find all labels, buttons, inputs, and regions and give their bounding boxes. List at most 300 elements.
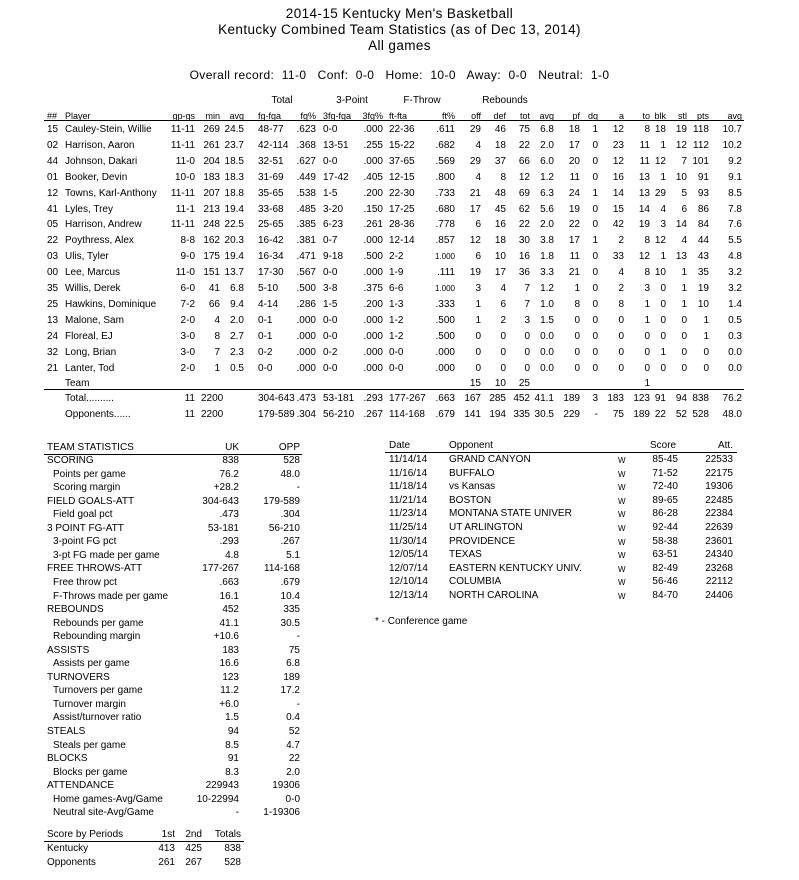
player-fg-pct: .000 [296, 330, 316, 342]
totals-divider [44, 389, 744, 390]
player-stl: 0 [681, 330, 687, 342]
col-header-dq: dq [587, 111, 598, 121]
player-pts: 44 [697, 235, 709, 247]
player-3fg-pct: .000 [363, 124, 383, 135]
total-row-pts: 838 [692, 393, 709, 404]
player-pts-avg: 8.5 [728, 187, 742, 199]
player-3fg-fga: 0-0 [323, 267, 338, 279]
player-fg-fga: 0-0 [258, 362, 273, 374]
player-3fg-pct: .375 [363, 283, 383, 294]
player-to: 11 [639, 139, 650, 151]
col-header-ft-fta: ft-fta [389, 111, 408, 121]
team-stat-uk: 16.1 [219, 590, 239, 602]
report-title: 2014-15 Kentucky Men's Basketball [285, 6, 514, 21]
player-ft-fta: 2-2 [389, 251, 404, 263]
col-header-3fg-fga: 3fg-fga [323, 111, 352, 121]
player-fg-pct: .000 [296, 362, 316, 374]
player-pts-avg: 7.8 [728, 203, 742, 215]
player-3fg-pct: .255 [363, 139, 383, 151]
team-stat-uk: 94 [227, 726, 239, 737]
player-num: 02 [47, 139, 59, 151]
schedule-result: W [618, 483, 626, 493]
player-blk: 1 [660, 171, 666, 183]
player-fg-fga: 32-51 [258, 155, 284, 167]
group-header-total: Total [271, 95, 293, 106]
schedule-date: 11/25/14 [389, 522, 428, 533]
periods-header: 1st [161, 829, 175, 840]
player-ft-pct: .569 [435, 155, 455, 167]
player-3fg-pct: .200 [363, 298, 383, 310]
player-player: Lyles, Trey [65, 203, 113, 215]
player-pts-avg: 5.5 [728, 235, 742, 247]
player-reb-avg: 1.0 [540, 298, 554, 310]
player-pts: 93 [697, 187, 709, 199]
schedule-score: 92-44 [652, 522, 678, 533]
player-gp-gs: 11-0 [175, 267, 195, 279]
player-3fg-pct: .261 [363, 219, 383, 231]
schedule-opponent: vs Kansas [449, 481, 496, 493]
player-dq: 0 [592, 219, 598, 231]
player-pf: 24 [568, 187, 580, 199]
player-3fg-pct: .000 [363, 155, 383, 167]
player-3fg-fga: 17-42 [323, 171, 349, 183]
player-pts: 86 [697, 203, 709, 215]
player-def: 2 [500, 314, 506, 326]
col-header-to: to [642, 111, 650, 121]
player-a: 2 [618, 283, 624, 294]
total-row-gp-gs: 11 [184, 393, 195, 404]
player-ft-pct: .733 [435, 187, 455, 199]
player-stl: 13 [675, 251, 687, 263]
total-row-tot: 452 [513, 393, 530, 404]
team-stat-opp: 56-210 [268, 522, 300, 534]
periods-header: Score by Periods [47, 829, 124, 840]
schedule-attendance: 22639 [705, 522, 733, 533]
schedule-opponent: MONTANA STATE UNIVER [449, 508, 572, 520]
player-num: 05 [47, 219, 59, 231]
player-avg: 2.0 [230, 314, 244, 326]
schedule-opponent: BUFFALO [449, 467, 495, 479]
team-stat-uk: 1.5 [225, 712, 239, 724]
player-a: 15 [612, 203, 624, 215]
player-a: 0 [618, 314, 624, 326]
player-a: 4 [618, 267, 624, 279]
team-stat-uk: 123 [222, 671, 239, 683]
player-ft-fta: 12-15 [389, 171, 415, 183]
player-def: 18 [494, 139, 506, 151]
team-stat-uk: 304-643 [202, 495, 239, 507]
team-stat-opp: 114-168 [264, 563, 300, 575]
player-to: 12 [638, 251, 650, 263]
player-player: Long, Brian [65, 346, 117, 358]
player-to: 13 [638, 187, 650, 199]
player-num: 13 [47, 314, 59, 326]
team-row-tot: 25 [518, 378, 530, 390]
player-3fg-pct: .000 [363, 362, 383, 374]
team-stats-header-label: TEAM STATISTICS [47, 442, 134, 453]
opp-row-3fg-fga: 56-210 [323, 409, 355, 420]
team-stat-opp: - [296, 482, 300, 494]
player-off: 4 [475, 139, 481, 151]
opp-row-blk: 22 [654, 409, 666, 420]
schedule-date: 11/21/14 [389, 494, 428, 506]
total-row-reb-avg: 41.1 [534, 393, 554, 404]
player-dq: 0 [592, 171, 598, 183]
schedule-date: 12/07/14 [389, 562, 428, 574]
player-off: 6 [475, 219, 481, 231]
player-num: 12 [47, 187, 59, 199]
player-a: 42 [612, 219, 624, 231]
team-stat-opp: 6.8 [286, 658, 300, 670]
player-3fg-pct: .000 [363, 314, 383, 326]
player-pf: 22 [568, 219, 580, 231]
periods-divider [44, 841, 244, 842]
player-fg-fga: 5-10 [258, 283, 279, 294]
opp-row-3fg-pct: .267 [363, 409, 383, 420]
total-row-fg-pct: .473 [296, 393, 316, 404]
player-def: 6 [500, 298, 506, 310]
team-stat-opp: 0-0 [285, 793, 300, 805]
player-avg: 6.8 [230, 283, 244, 294]
player-tot: 62 [518, 203, 530, 215]
total-row-ft-fta: 177-267 [389, 393, 426, 404]
team-stat-uk: .473 [219, 509, 239, 521]
player-min: 183 [203, 171, 220, 183]
schedule-score: 84-70 [652, 590, 678, 601]
team-stat-opp: 2.0 [286, 766, 300, 778]
opp-row-def: 194 [489, 409, 506, 420]
player-pf: 11 [569, 171, 580, 183]
player-3fg-pct: .000 [363, 235, 383, 247]
player-fg-pct: .000 [296, 346, 316, 358]
player-fg-fga: 33-68 [258, 203, 284, 215]
team-stat-uk: +28.2 [213, 482, 239, 494]
schedule-result: W [618, 496, 626, 506]
total-row-a: 183 [607, 393, 624, 404]
player-a: 0 [618, 346, 624, 358]
schedule-date: 12/10/14 [389, 576, 428, 588]
schedule-score: 85-45 [652, 454, 678, 465]
player-to: 0 [644, 346, 650, 358]
player-gp-gs: 2-0 [180, 314, 195, 326]
team-stat-label: SCORING [47, 455, 94, 466]
team-stat-label: 3 POINT FG-ATT [47, 522, 124, 534]
player-fg-fga: 0-1 [258, 314, 273, 326]
player-player: Cauley-Stein, Willie [65, 124, 152, 135]
total-row-to: 123 [633, 393, 650, 404]
player-3fg-pct: .200 [363, 187, 383, 199]
group-header-three: 3-Point [336, 95, 368, 106]
total-row-stl: 94 [675, 393, 687, 404]
team-stat-opp: 17.2 [280, 685, 300, 697]
player-stl: 1 [681, 298, 687, 310]
player-pts: 35 [697, 267, 709, 279]
team-stat-label: Turnover margin [53, 698, 126, 710]
periods-cell: Kentucky [47, 843, 89, 854]
team-stat-label: F-Throws made per game [53, 590, 169, 602]
player-pts: 0 [703, 362, 709, 374]
schedule-date: 11/30/14 [389, 535, 428, 547]
player-pts-avg: 0.3 [728, 330, 742, 342]
player-fg-pct: .538 [296, 187, 316, 199]
opp-row-ft-pct: .679 [435, 409, 455, 420]
player-ft-pct: .500 [435, 330, 455, 342]
player-min: 7 [214, 346, 220, 358]
col-header-player: Player [65, 111, 91, 121]
team-stat-uk: 183 [222, 644, 239, 656]
player-ft-fta: 1-9 [389, 267, 404, 279]
player-3fg-fga: 0-0 [323, 314, 338, 326]
team-stat-label: FREE THROWS-ATT [47, 563, 143, 575]
player-pf: 17 [568, 139, 580, 151]
schedule-header-date: Date [389, 440, 411, 451]
player-fg-fga: 16-34 [258, 251, 284, 263]
player-a: 33 [612, 251, 624, 263]
player-tot: 75 [518, 124, 530, 135]
team-stat-opp: .679 [280, 576, 300, 588]
team-stat-label: ASSISTS [47, 644, 90, 656]
team-stat-label: Rebounds per game [53, 617, 144, 629]
player-ft-pct: .857 [435, 235, 455, 247]
schedule-opponent: PROVIDENCE [449, 535, 516, 547]
player-reb-avg: 2.0 [540, 219, 554, 231]
player-pf: 17 [568, 235, 580, 247]
team-stat-opp: 335 [283, 604, 300, 616]
player-stl: 12 [675, 139, 687, 151]
player-fg-fga: 48-77 [258, 124, 284, 135]
team-stat-label: TURNOVERS [47, 671, 110, 683]
player-stl: 0 [681, 362, 687, 374]
player-gp-gs: 9-0 [180, 251, 195, 263]
schedule-result: W [618, 456, 626, 465]
player-tot: 66 [518, 155, 530, 167]
overall-record: Overall record: 11-0 Conf: 0-0 Home: 10-0 Away: 0-0 Neutral: 1-0 [189, 68, 610, 82]
player-ft-pct: .778 [435, 219, 455, 231]
opp-row-pts-avg: 48.0 [722, 409, 742, 420]
player-pts-avg: 0.5 [728, 314, 742, 326]
player-3fg-fga: 0-0 [323, 330, 338, 342]
player-blk: 4 [660, 203, 666, 215]
player-gp-gs: 11-11 [170, 187, 195, 199]
player-3fg-fga: 3-20 [323, 203, 344, 215]
col-header-gp-gs: gp-gs [172, 111, 195, 121]
team-stat-opp: 52 [288, 726, 300, 737]
player-tot: 12 [518, 171, 530, 183]
player-tot: 0 [524, 346, 530, 358]
player-dq: 0 [592, 298, 598, 310]
team-stat-uk: +10.6 [213, 631, 239, 643]
player-fg-fga: 16-42 [258, 235, 284, 247]
player-reb-avg: 3.8 [540, 235, 554, 247]
player-avg: 18.8 [224, 187, 244, 199]
player-3fg-fga: 9-18 [323, 251, 344, 263]
opp-row-player: Opponents...... [65, 409, 131, 420]
player-a: 2 [618, 235, 624, 247]
player-off: 29 [469, 124, 481, 135]
player-avg: 13.7 [224, 267, 244, 279]
player-to: 11 [639, 155, 650, 167]
team-stat-label: Rebounding margin [53, 631, 141, 643]
team-stat-uk: 229943 [205, 780, 239, 792]
schedule-opponent: GRAND CANYON [449, 454, 531, 465]
player-def: 8 [500, 171, 506, 183]
player-player: Booker, Devin [65, 171, 128, 183]
player-stl: 6 [681, 203, 687, 215]
player-player: Harrison, Aaron [65, 139, 135, 151]
player-to: 8 [644, 124, 650, 135]
player-avg: 23.7 [224, 139, 244, 151]
total-row-blk: 91 [654, 393, 666, 404]
player-avg: 9.4 [230, 298, 244, 310]
schedule-score: 56-46 [652, 576, 678, 588]
schedule-score: 71-52 [652, 467, 678, 479]
player-to: 8 [644, 235, 650, 247]
player-min: 66 [208, 298, 220, 310]
player-ft-pct: .000 [435, 362, 455, 374]
player-stl: 10 [675, 171, 687, 183]
player-min: 4 [214, 314, 220, 326]
col-header-reb-avg: avg [539, 111, 554, 121]
periods-cell: 413 [158, 843, 175, 854]
schedule-result: W [618, 592, 626, 601]
player-ft-fta: 28-36 [389, 219, 415, 231]
team-stat-opp: 22 [288, 753, 300, 765]
player-fg-pct: .449 [296, 171, 316, 183]
periods-cell: Opponents [47, 857, 96, 868]
total-row-pf: 189 [563, 393, 580, 404]
player-off: 21 [469, 187, 481, 199]
player-tot: 0 [524, 362, 530, 374]
player-def: 0 [500, 330, 506, 342]
team-stat-opp: 30.5 [280, 617, 300, 629]
opp-row-off: 141 [464, 409, 481, 420]
player-min: 175 [203, 251, 220, 263]
team-stat-label: Assist/turnover ratio [53, 712, 142, 724]
player-def: 0 [500, 362, 506, 374]
player-def: 4 [500, 283, 506, 294]
player-dq: 0 [592, 314, 598, 326]
periods-cell: 267 [185, 857, 202, 868]
player-3fg-pct: .000 [363, 267, 383, 279]
player-min: 204 [203, 155, 220, 167]
player-ft-pct: .500 [435, 314, 455, 326]
team-stat-uk: 452 [222, 604, 239, 616]
player-def: 16 [494, 219, 506, 231]
team-stat-opp: 528 [283, 455, 300, 466]
player-dq: 1 [592, 187, 598, 199]
player-ft-fta: 6-6 [389, 283, 404, 294]
conference-game-note: * - Conference game [375, 616, 468, 627]
player-stl: 7 [681, 155, 687, 167]
team-stat-opp: 75 [288, 644, 300, 656]
opp-row-pts: 528 [692, 409, 709, 420]
player-avg: 20.3 [224, 235, 244, 247]
player-reb-avg: 0.0 [540, 346, 554, 358]
team-stat-label: Points per game [53, 468, 126, 480]
team-stat-uk: 76.2 [219, 468, 239, 480]
player-num: 22 [47, 235, 59, 247]
player-avg: 24.5 [224, 124, 244, 135]
player-player: Harrison, Andrew [65, 219, 142, 231]
team-stats-header-opp: OPP [278, 442, 300, 453]
player-gp-gs: 10-0 [174, 171, 195, 183]
player-stl: 5 [681, 187, 687, 199]
player-fg-fga: 17-30 [258, 267, 284, 279]
team-stat-uk: 16.6 [219, 658, 239, 670]
player-a: 12 [612, 124, 624, 135]
player-ft-fta: 1-2 [389, 330, 404, 342]
schedule-result: W [618, 551, 626, 561]
player-player: Willis, Derek [65, 283, 121, 294]
player-def: 17 [494, 267, 506, 279]
player-to: 0 [644, 362, 650, 374]
team-stat-label: Blocks per game [53, 766, 128, 778]
player-pts: 1 [703, 330, 709, 342]
player-gp-gs: 8-8 [180, 235, 195, 247]
opp-row-fg-fga: 179-589 [258, 409, 295, 420]
team-stat-opp: 179-589 [263, 495, 300, 507]
player-num: 01 [47, 171, 59, 183]
total-row-fg-fga: 304-643 [258, 393, 295, 404]
player-fg-fga: 31-69 [258, 171, 284, 183]
player-blk: 3 [660, 219, 666, 231]
player-stl: 1 [681, 283, 687, 294]
player-gp-gs: 11-0 [175, 155, 195, 167]
schedule-result: W [618, 510, 626, 520]
col-header-blk: blk [654, 111, 666, 121]
schedule-opponent: BOSTON [449, 494, 492, 506]
opp-row-gp-gs: 11 [184, 409, 195, 420]
player-avg: 22.5 [224, 219, 244, 231]
player-num: 32 [47, 346, 59, 358]
team-stat-opp: - [296, 631, 300, 643]
player-gp-gs: 11-11 [170, 219, 195, 231]
team-stat-uk: 10-22994 [196, 793, 239, 805]
col-header-fg-fga: fg-fga [258, 111, 282, 121]
periods-header: Totals [214, 829, 241, 840]
player-reb-avg: 1.8 [540, 251, 554, 263]
player-dq: 0 [592, 362, 598, 374]
player-ft-fta: 15-22 [389, 139, 415, 151]
total-row-pts-avg: 76.2 [722, 393, 742, 404]
player-a: 8 [618, 298, 624, 310]
player-player: Johnson, Dakari [65, 155, 138, 167]
schedule-attendance: 22384 [705, 508, 733, 520]
player-off: 12 [469, 235, 481, 247]
total-row-player: Total.......... [65, 393, 114, 404]
player-to: 3 [644, 283, 650, 294]
player-reb-avg: 6.3 [540, 187, 554, 199]
player-pts: 84 [697, 219, 709, 231]
player-dq: 0 [592, 251, 598, 263]
player-fg-fga: 0-2 [258, 346, 273, 358]
player-num: 35 [47, 283, 59, 294]
player-pf: 11 [569, 251, 580, 263]
schedule-header-att: Att. [717, 440, 733, 451]
player-ft-pct: .682 [435, 139, 455, 151]
player-pts-avg: 1.4 [728, 298, 742, 310]
col-header-ft-pct: ft% [441, 111, 455, 121]
player-ft-fta: 22-30 [389, 187, 415, 199]
player-pts: 43 [697, 251, 709, 263]
team-stat-label: Free throw pct [53, 576, 117, 588]
schedule-result: W [618, 578, 626, 588]
col-header-min: min [205, 111, 220, 121]
player-pts: 1 [703, 314, 709, 326]
player-a: 23 [612, 139, 624, 151]
total-row-def: 285 [489, 393, 506, 404]
schedule-date: 11/18/14 [389, 481, 428, 493]
